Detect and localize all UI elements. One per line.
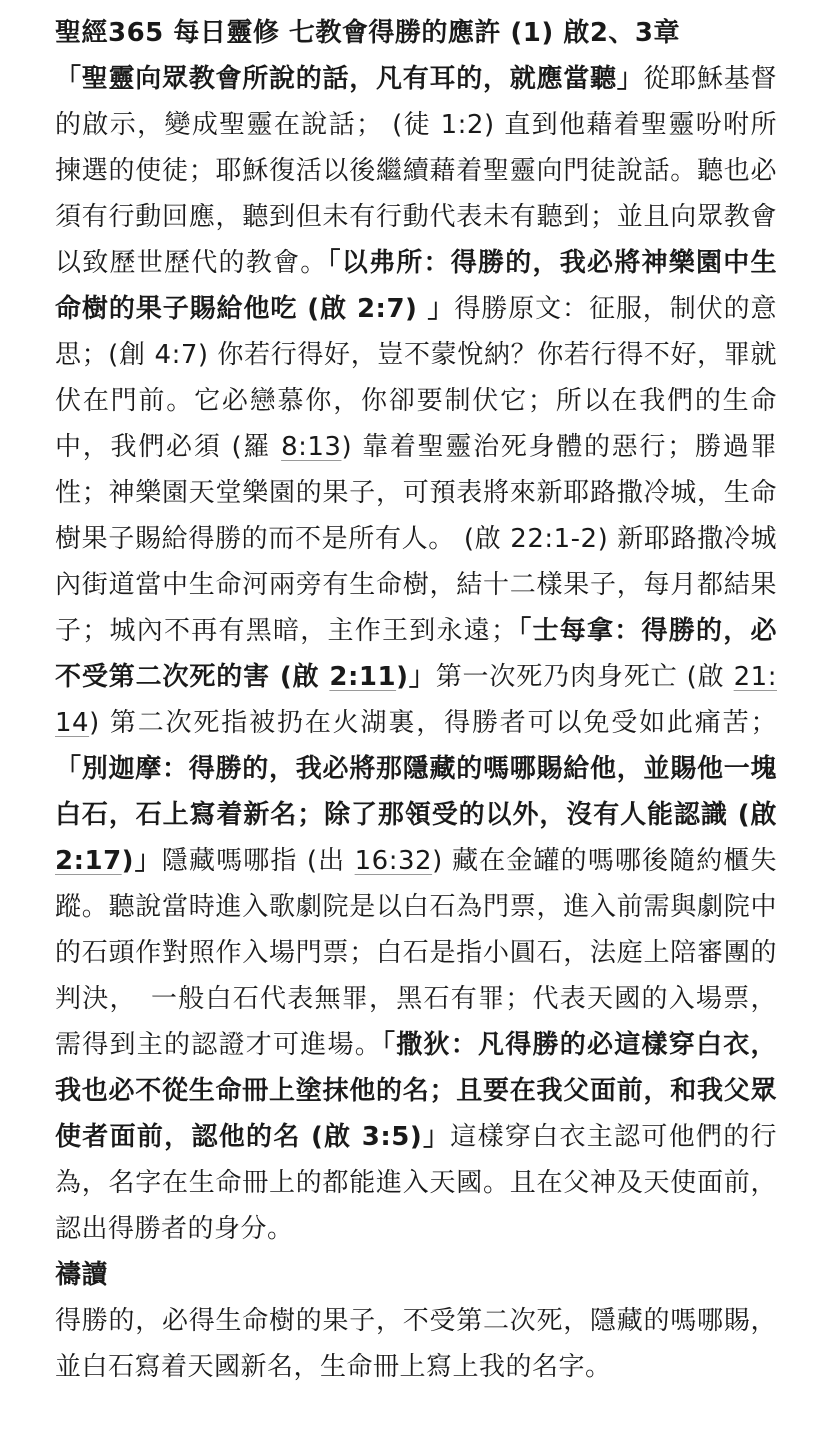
- bold-quote-segment: )」: [396, 662, 436, 692]
- bold-quote-segment: )」: [121, 846, 162, 876]
- bold-quote-segment: 「士每拿：得勝的，必不受第二次死的害 (啟: [55, 616, 777, 692]
- scripture-reference: 2:11: [329, 662, 397, 692]
- text-segment: ) 第二次死指被扔在火湖裏，得勝者可以免受如此痛苦；: [89, 708, 777, 738]
- scripture-reference: 2:17: [55, 846, 122, 876]
- bold-quote-segment: 「以弗所：得勝的，我必將神樂園中生命樹的果子賜給他吃 (啟 2:7) 」: [55, 248, 777, 324]
- scripture-reference: 8:13: [281, 432, 342, 462]
- text-segment: 第一次死乃肉身死亡 (啟: [435, 662, 734, 692]
- bold-quote-segment: 「聖靈向眾教會所說的話，凡有耳的，就應當聽」: [55, 64, 644, 94]
- text-segment: ) 藏在金罐的嗎哪後隨約櫃失蹤。聽說當時進入歌劇院是以白石為門票，進入前需與劇院中的石頭作對照作入場門票；白石是指小圓石，法庭上陪審團的判決， 一般白石代表無罪，黑石有罪；代表天國的入場票，需得到主的認證才可進場。: [55, 846, 777, 1060]
- text-segment: 隱藏嗎哪指 (出: [161, 846, 355, 876]
- document-title: 聖經365 每日靈修 七教會得勝的應許 (1) 啟2、3章: [55, 18, 681, 48]
- text-segment: ) 靠着聖靈治死身體的惡行；勝過罪性；神樂園天堂樂園的果子，可預表將來新耶路撒冷城，生命樹果子賜給得勝的而不是所有人。 (啟 22:1-2) 新耶路撒冷城內街道當中生命河兩旁有生命樹，結十二樣果子，每月都結果子；城內不再有黑暗，主作王到永遠；: [55, 432, 777, 646]
- devotional-document: [55, 10, 777, 1390]
- bold-quote-segment: 「別迦摩：得勝的，我必將那隱藏的嗎哪賜給他，並賜他一塊白石，石上寫着新名；除了那領受的以外，沒有人能認識 (啟: [55, 754, 777, 830]
- text-segment: 從耶穌基督的啟示，變成聖靈在說話； (徒 1:2) 直到他藉着聖靈吩咐所揀選的使徒；耶穌復活以後繼續藉着聖靈向門徒說話。聽也必須有行動回應，聽到但未有行動代表未有聽到；並且向眾教會以致歷世歷代的教會。: [55, 64, 777, 278]
- scripture-reference: 21:14: [55, 662, 777, 738]
- prayer-heading: 禱讀: [55, 1260, 109, 1290]
- scripture-reference: 16:32: [354, 846, 433, 876]
- main-paragraph: [55, 56, 777, 1252]
- bold-quote-segment: 「撒狄：凡得勝的必這樣穿白衣，我也必不從生命冊上塗抹他的名；且要在我父面前，和我父眾使者面前，認他的名 (啟 3:5)」: [55, 1030, 777, 1152]
- prayer-paragraph: 得勝的，必得生命樹的果子，不受第二次死，隱藏的嗎哪賜，並白石寫着天國新名，生命冊上寫上我的名字。: [55, 1306, 777, 1382]
- text-segment: 這樣穿白衣主認可他們的行為，名字在生命冊上的都能進入天國。且在父神及天使面前，認出得勝者的身分。: [55, 1122, 777, 1244]
- text-segment: 得勝原文：征服，制伏的意思；(創 4:7) 你若行得好，豈不蒙悅納？你若行得不好，罪就伏在門前。它必戀慕你，你卻要制伏它；所以在我們的生命中，我們必須 (羅: [55, 294, 777, 462]
